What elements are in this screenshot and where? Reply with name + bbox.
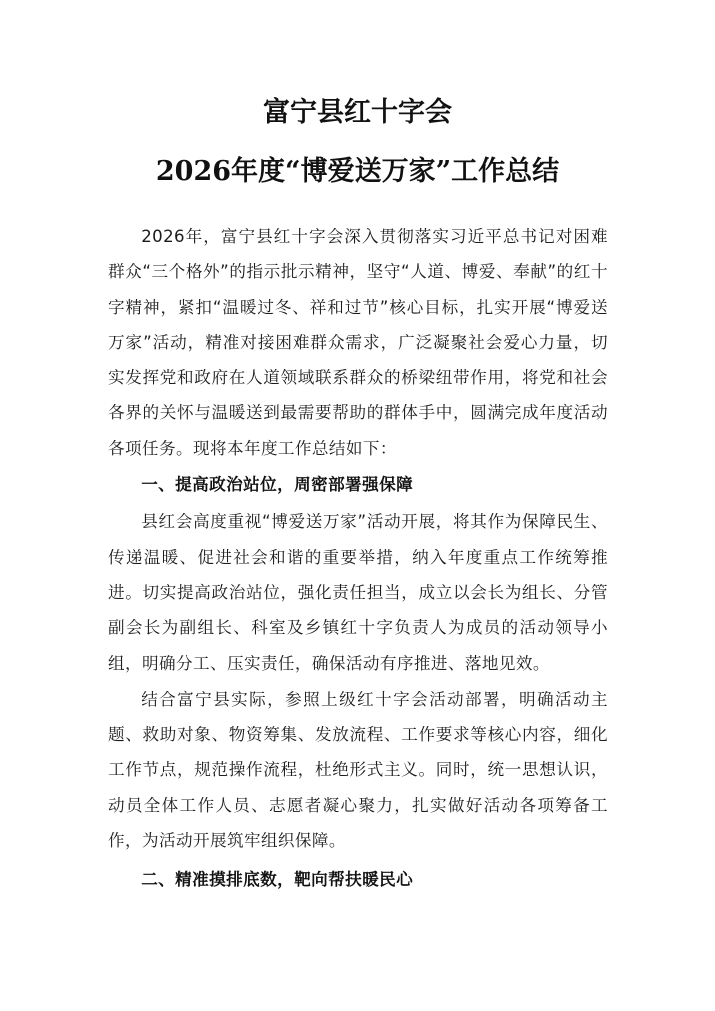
section-1-paragraph-1: 县红会高度重视“博爱送万家”活动开展，将其作为保障民生、传递温暖、促进社会和谐的重要举措，纳入年度重点工作统筹推进。切实提高政治站位，强化责任担当，成立以会长为组长、分管副会长为副组长、科室及乡镇红十字负责人为成员的活动领导小组，明确分工、压实责任，确保活动有序推进、落地见效。	[108, 512, 608, 673]
section-1-heading: 一、提高政治站位，周密部署强保障	[141, 475, 414, 495]
document-title-org: 富宁县红十字会	[263, 97, 452, 128]
intro-paragraph: 2026年，富宁县红十字会深入贯彻落实习近平总书记对困难群众“三个格外”的指示批示精神，坚守“人道、博爱、奉献”的红十字精神，紧扣“温暖过冬、祥和过节”核心目标，扎实开展“博爱送万家”活动，精准对接困难群众需求，广泛凝聚社会爱心力量，切实发挥党和政府在人道领域联系群众的桥梁纽带作用，将党和社会各界的关怀与温暖送到最需要帮助的群体手中，圆满完成年度活动各项任务。现将本年度工作总结如下：	[108, 227, 608, 458]
section-2-heading: 二、精准摸排底数，靶向帮扶暖民心	[141, 870, 414, 890]
document-body	[108, 219, 608, 898]
section-1-paragraph-2: 结合富宁县实际，参照上级红十字会活动部署，明确活动主题、救助对象、物资筹集、发放流程、工作要求等核心内容，细化工作节点，规范操作流程，杜绝形式主义。同时，统一思想认识，动员全体工作人员、志愿者凝心聚力，扎实做好活动各项筹备工作，为活动开展筑牢组织保障。	[108, 689, 608, 851]
document-title-main: 2026年度“博爱送万家”工作总结	[155, 156, 560, 187]
